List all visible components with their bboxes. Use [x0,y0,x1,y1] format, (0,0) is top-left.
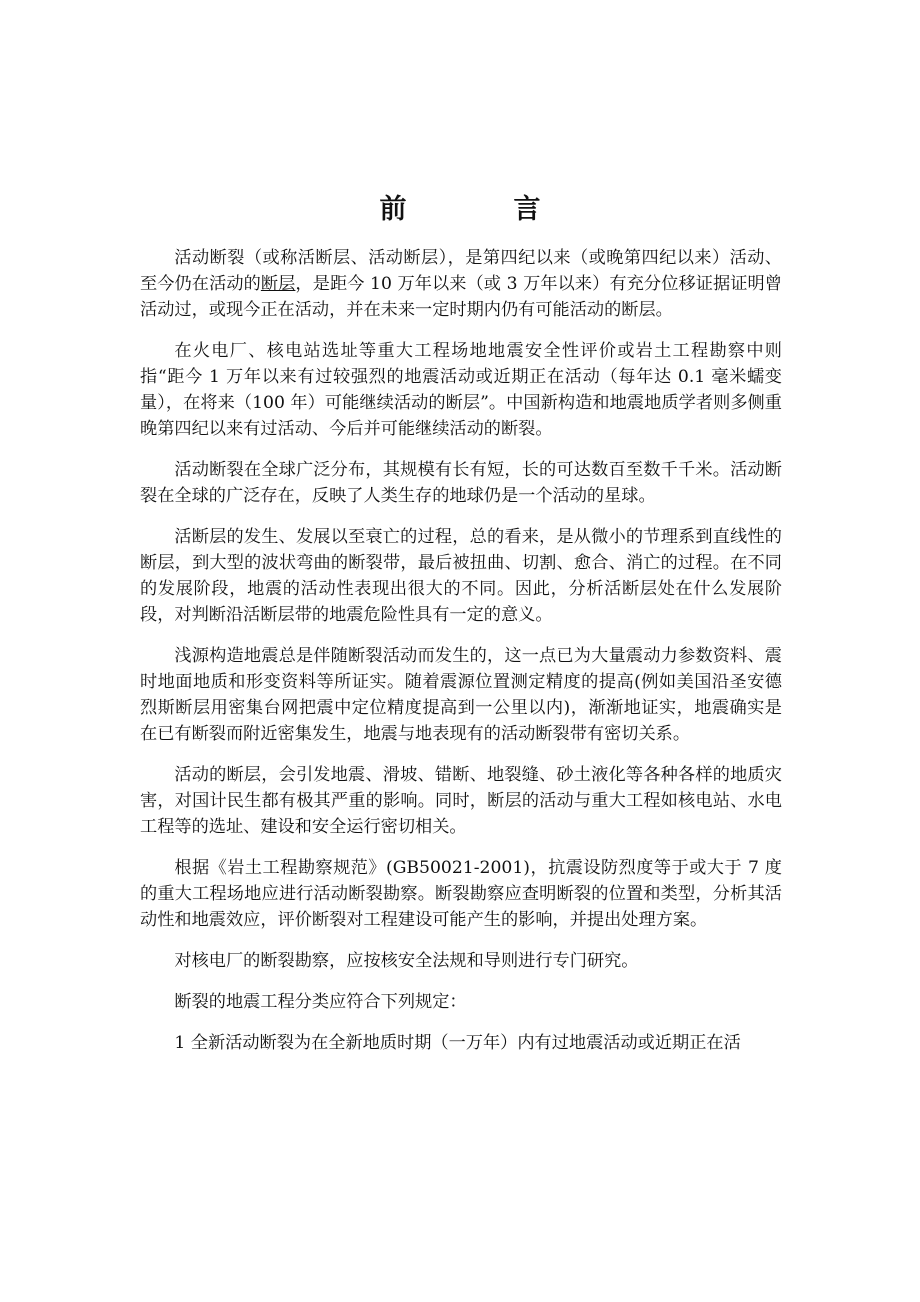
page-title: 前 言 [379,194,581,225]
paragraph-3: 活动断裂在全球广泛分布，其规模有长有短，长的可达数百至数千千米。活动断裂在全球的广泛存在，反映了人类生存的地球仍是一个活动的星球。 [140,460,782,506]
paragraph-4: 活断层的发生、发展以至衰亡的过程，总的看来，是从微小的节理系到直线性的断层，到大型的波状弯曲的断裂带，最后被扭曲、切割、愈合、消亡的过程。在不同的发展阶段，地震的活动性表现出很大的不同。因此，分析活断层处在什么发展阶段，对判断沿活断层带的地震危险性具有一定的意义。 [140,527,782,625]
paragraph-10: 1 全新活动断裂为在全新地质时期（一万年）内有过地震活动或近期正在活 [174,1033,741,1053]
paragraph-1 [140,245,782,323]
paragraph-9: 断裂的地震工程分类应符合下列规定： [174,992,467,1012]
paragraph-1-text-before: 活动断裂（或称活断层、活动断层），是第四纪以来（或晚第四纪以来）活动、至今仍在活动的 [140,248,782,294]
underlined-term: 断层 [260,274,296,294]
document-body [140,245,782,1056]
paragraph-7: 根据《岩土工程勘察规范》(GB50021-2001)，抗震设防烈度等于或大于 7 度的重大工程场地应进行活动断裂勘察。断裂勘察应查明断裂的位置和类型，分析其活动性和地震效应，评价断裂对工程建设可能产生的影响，并提出处理方案。 [140,858,782,930]
paragraph-6: 活动的断层，会引发地震、滑坡、错断、地裂缝、砂土液化等各种各样的地质灾害，对国计民生都有极其严重的影响。同时，断层的活动与重大工程如核电站、水电工程等的选址、建设和安全运行密切相关。 [140,765,782,837]
paragraph-5: 浅源构造地震总是伴随断裂活动而发生的，这一点已为大量震动力参数资料、震时地面地质和形变资料等所证实。随着震源位置测定精度的提高(例如美国沿圣安德烈斯断层用密集台网把震中定位精度提高到一公里以内)，渐渐地证实，地震确实是在已有断裂而附近密集发生，地震与地表现有的活动断裂带有密切关系。 [140,646,782,744]
paragraph-2: 在火电厂、核电站选址等重大工程场地地震安全性评价或岩土工程勘察中则指“距今 1 万年以来有过较强烈的地震活动或近期正在活动（每年达 0.1 毫米蠕变量），在将来（100 年）可能继续活动的断层”。中国新构造和地震地质学者则多侧重晚第四纪以来有过活动、今后并可能继续活动的断裂。 [140,341,782,439]
paragraph-8: 对核电厂的断裂勘察，应按核安全法规和导则进行专门研究。 [174,951,639,971]
paragraph-1-text-after: ，是距今 10 万年以来（或 3 万年以来）有充分位移证据证明曾活动过，或现今正在活动，并在未来一定时期内仍有可能活动的断层。 [140,274,782,320]
